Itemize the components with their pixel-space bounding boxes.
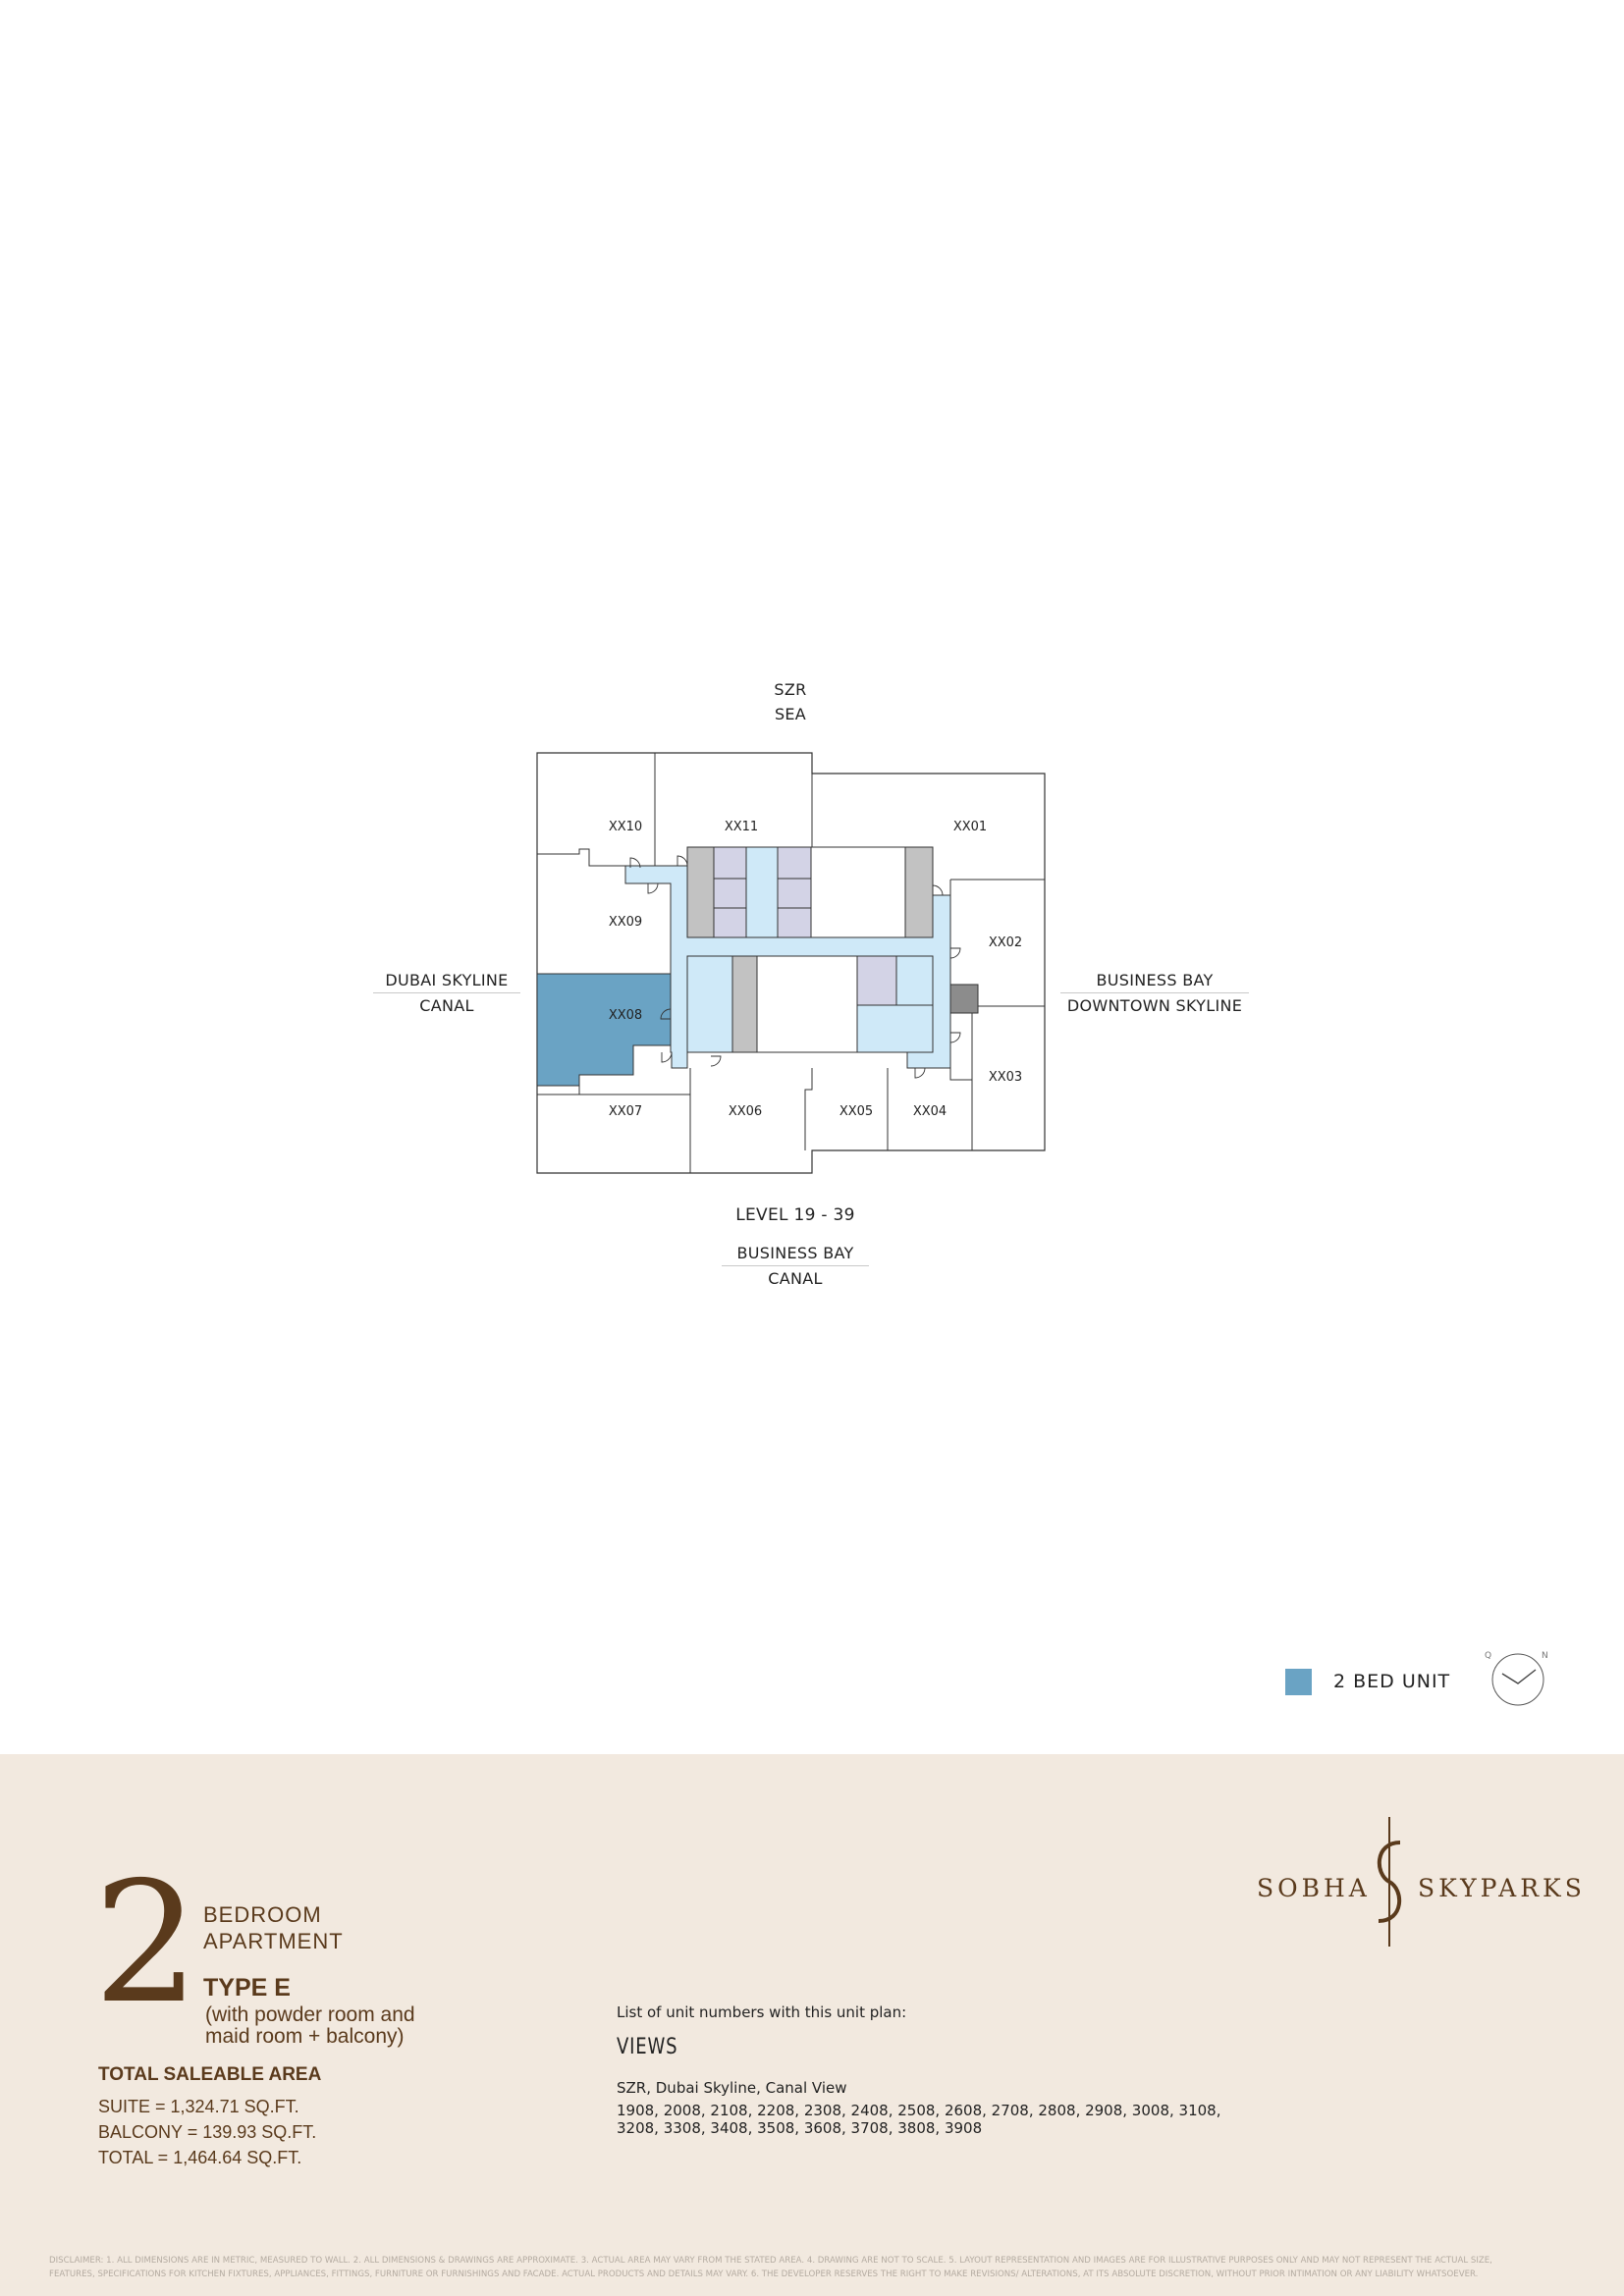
lift — [778, 847, 811, 879]
level-label: LEVEL 19 - 39 — [735, 1205, 855, 1225]
lift — [778, 908, 811, 937]
door — [662, 1052, 672, 1062]
east-view-line1: BUSINESS BAY — [1060, 968, 1249, 993]
info-panel — [0, 1754, 1624, 2296]
unit-label: XX11 — [724, 820, 759, 834]
south-view-line1: BUSINESS BAY — [722, 1241, 869, 1266]
shaft — [687, 847, 714, 937]
area-balcony: BALCONY = 139.93 SQ.FT. — [98, 2122, 317, 2142]
unit-label: XX06 — [728, 1104, 763, 1119]
east-view-line2: DOWNTOWN SKYLINE — [1066, 996, 1243, 1015]
bedroom-count: 2 — [93, 1846, 200, 2041]
lift — [778, 879, 811, 908]
unit-label: XX04 — [912, 1104, 947, 1119]
unit-numbers — [617, 2102, 1220, 2137]
door — [711, 1056, 721, 1066]
door — [933, 885, 943, 895]
apartment-note-line2: maid room + balcony) — [205, 2025, 405, 2048]
lift — [857, 956, 896, 1005]
disclaimer — [49, 2254, 1581, 2281]
brand-monogram-icon — [1365, 1813, 1414, 1950]
door — [950, 948, 960, 958]
compass-right-mark: N — [1542, 1651, 1548, 1661]
corridor-gap — [746, 847, 778, 937]
apartment-kind-line2: APARTMENT — [203, 1929, 344, 1953]
unit-label: XX02 — [988, 935, 1023, 950]
shaft — [732, 956, 757, 1052]
north-view-line1: SZR — [774, 680, 807, 699]
apartment-note — [205, 2004, 415, 2048]
unit-label: XX09 — [608, 915, 643, 930]
area-total: TOTAL = 1,464.64 SQ.FT. — [98, 2148, 302, 2167]
unit-list-heading: List of unit numbers with this unit plan: — [617, 2003, 907, 2021]
door — [677, 856, 687, 866]
south-view-line2: CANAL — [768, 1269, 823, 1288]
unit-numbers-line1: 1908, 2008, 2108, 2208, 2308, 2408, 2508, 2608, 2708, 2808, 2908, 3008, 3108, — [617, 2102, 1221, 2119]
brand-right: SKYPARKS — [1418, 1874, 1586, 1902]
area-title: TOTAL SALEABLE AREA — [98, 2064, 322, 2085]
unit-label: XX10 — [608, 820, 643, 834]
apartment-kind-line1: BEDROOM — [203, 1902, 322, 1927]
legend-swatch — [1285, 1669, 1312, 1695]
view-name: SZR, Dubai Skyline, Canal View — [617, 2079, 847, 2097]
door — [915, 1068, 925, 1078]
wall — [950, 1068, 972, 1080]
south-view-label — [722, 1241, 869, 1291]
wall — [537, 1086, 579, 1095]
disclaimer-line2: FEATURES, SPECIFICATIONS FOR KITCHEN FIXTURES, APPLIANCES, FITTINGS, FURNITURE OR FURNISHINGS AND FACADE. ACTUAL PRODUCTS AND DETAILS MAY VARY. 6. THE DEVELOPER RESERVES THE RIGHT TO MAKE REVISIONS/ ALTERATIONS, AT ITS ABSOLUTE DISCRETION, WITHOUT PRIOR INTIMATION OR ANY LIABILITY WHATSOEVER. — [49, 2269, 1479, 2279]
legend-label: 2 BED UNIT — [1333, 1671, 1451, 1692]
disclaimer-line1: DISCLAIMER: 1. ALL DIMENSIONS ARE IN METRIC, MEASURED TO WALL. 2. ALL DIMENSIONS & DRAWINGS ARE APPROXIMATE. 3. ACTUAL AREA MAY VARY FROM THE STATED AREA. 4. DRAWING ARE NOT TO SCALE. 5. LAYOUT REPRESENTATION AND IMAGES ARE FOR ILLUSTRATIVE PURPOSES ONLY AND MAY NOT REPRESENT THE ACTUAL SIZE, — [49, 2256, 1492, 2266]
lift — [714, 908, 746, 937]
apartment-type: TYPE E — [203, 1974, 291, 2002]
unit-label: XX03 — [988, 1070, 1023, 1085]
apartment-note-line1: (with powder room and — [205, 2003, 415, 2026]
lift — [714, 847, 746, 879]
area-suite: SUITE = 1,324.71 SQ.FT. — [98, 2097, 299, 2116]
service-box — [950, 985, 978, 1013]
wall — [805, 1068, 812, 1150]
door — [648, 883, 658, 893]
area-list — [98, 2094, 316, 2170]
lift — [714, 879, 746, 908]
brand-logo — [1255, 1813, 1586, 1950]
unit-numbers-line2: 3208, 3308, 3408, 3508, 3608, 3708, 3808, 3908 — [617, 2119, 983, 2137]
door — [950, 1033, 960, 1042]
unit-label: XX08 — [608, 1008, 643, 1023]
north-view-line2: SEA — [774, 705, 807, 723]
compass-left-mark: Q — [1485, 1651, 1492, 1661]
stair — [857, 1005, 933, 1052]
brand-left: SOBHA — [1257, 1874, 1371, 1902]
stair — [687, 956, 732, 1052]
west-view-line2: CANAL — [419, 996, 474, 1015]
unit-label: XX01 — [952, 820, 988, 834]
compass-icon — [1481, 1644, 1549, 1707]
wall — [537, 849, 625, 866]
stair — [896, 956, 933, 1005]
apartment-kind — [203, 1901, 344, 1954]
views-title: VIEWS — [617, 2035, 678, 2059]
west-view-line1: DUBAI SKYLINE — [373, 968, 520, 993]
unit-label: XX07 — [608, 1104, 643, 1119]
shaft — [905, 847, 933, 937]
unit-xx08-highlight — [537, 974, 671, 1086]
unit-label: XX05 — [839, 1104, 874, 1119]
